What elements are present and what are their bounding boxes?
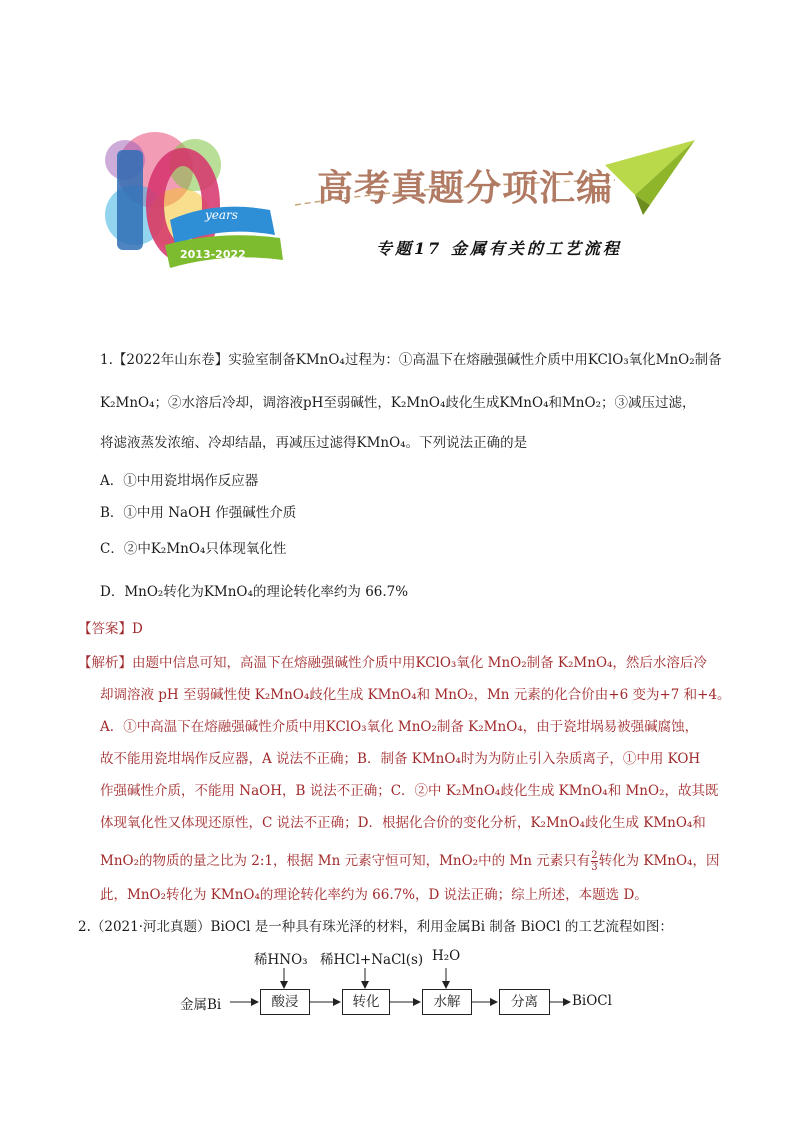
q1-option-c: C．②中K₂MnO₄只体现氧化性 [100,541,287,557]
analysis-text-1: 由题中信息可知，高温下在熔融强碱性介质中用KClO₃氧化 MnO₂制备 K₂MnO₄，然后水溶后冷 [132,655,707,671]
fraction-numerator: 2 [591,850,598,861]
process-flow-diagram [180,948,620,1028]
q2-line1: 2.（2021·河北真题）BiOCl 是一种具有珠光泽的材料，利用金属Bi 制备 BiOCl 的工艺流程如图： [78,919,673,935]
analysis-text-7a: MnO₂的物质的量之比为 2:1，根据 Mn 元素守恒可知，MnO₂中的 Mn 元素只有 [100,853,591,869]
flow-output: BiOCl [572,993,612,1009]
fraction [591,850,597,873]
answer-value: D [132,621,143,637]
flow-step-acid-leach: 酸浸 [260,989,310,1015]
analysis-line2: 却调溶液 pH 至弱碱性使 K₂MnO₄歧化生成 KMnO₄和 MnO₂，Mn 元素的化合价由+6 变为+7 和+4。 [100,687,731,703]
banner-subtitle: 专题17 金属有关的工艺流程 [376,239,622,258]
analysis-line1 [78,648,707,679]
fraction-denominator: 3 [591,862,598,873]
analysis-line5: 作强碱性介质，不能用 NaOH，B 说法不正确；C．②中 K₂MnO₄歧化生成 KMnO₄和 MnO₂，故其既 [100,783,719,799]
banner-title: 高考真题分项汇编 [317,167,614,209]
flow-step-convert: 转化 [342,989,390,1015]
q1-line2: K₂MnO₄；②水溶后冷却，调溶液pH至弱碱性，K₂MnO₄歧化生成KMnO₄和MnO₂；③减压过滤， [100,395,696,411]
analysis-line8: 此，MnO₂转化为 KMnO₄的理论转化率约为 66.7%，D 说法正确；综上所述，本题选 D。 [100,887,648,903]
badge-range: 2013-2022 [180,248,246,261]
analysis-text-7b: 转化为 KMnO₄，因 [598,853,720,869]
flow-step-separate: 分离 [499,989,550,1015]
banner [95,120,705,280]
flow-step-hydrolysis: 水解 [422,989,472,1015]
q1-option-d: D．MnO₂转化为KMnO₄的理论转化率约为 66.7% [100,584,409,600]
q1-line1: 1.【2022年山东卷】实验室制备KMnO₄过程为：①高温下在熔融强碱性介质中用KClO₃氧化MnO₂制备 [100,352,722,368]
analysis-line7 [100,846,719,877]
analysis-label: 【解析】 [78,655,132,671]
q1-option-a: A．①中用瓷坩埚作反应器 [100,473,259,489]
flow-input: 金属Bi [180,997,222,1013]
analysis-line6: 体现氧化性又体现还原性，C 说法不正确；D．根据化合价的变化分析，K₂MnO₄歧化生成 KMnO₄和 [100,815,706,831]
flow-reagent-3: H₂O [432,948,461,964]
q1-option-b: B．①中用 NaOH 作强碱性介质 [100,505,297,521]
analysis-line4: 故不能用瓷坩埚作反应器，A 说法不正确；B．制备 KMnO₄时为为防止引入杂质离子，①中用 KOH [100,751,701,767]
analysis-line3: A．①中高温下在熔融强碱性介质中用KClO₃氧化 MnO₂制备 K₂MnO₄，由于瓷坩埚易被强碱腐蚀， [100,719,699,735]
flow-reagent-1: 稀HNO₃ [254,952,308,968]
answer [78,623,143,637]
q1-line3: 将滤液蒸发浓缩、冷却结晶，再减压过滤得KMnO₄。下列说法正确的是 [100,435,528,451]
badge-years: years [205,208,238,222]
answer-label: 【答案】 [78,621,132,637]
flow-reagent-2: 稀HCl+NaCl(s) [320,952,424,968]
